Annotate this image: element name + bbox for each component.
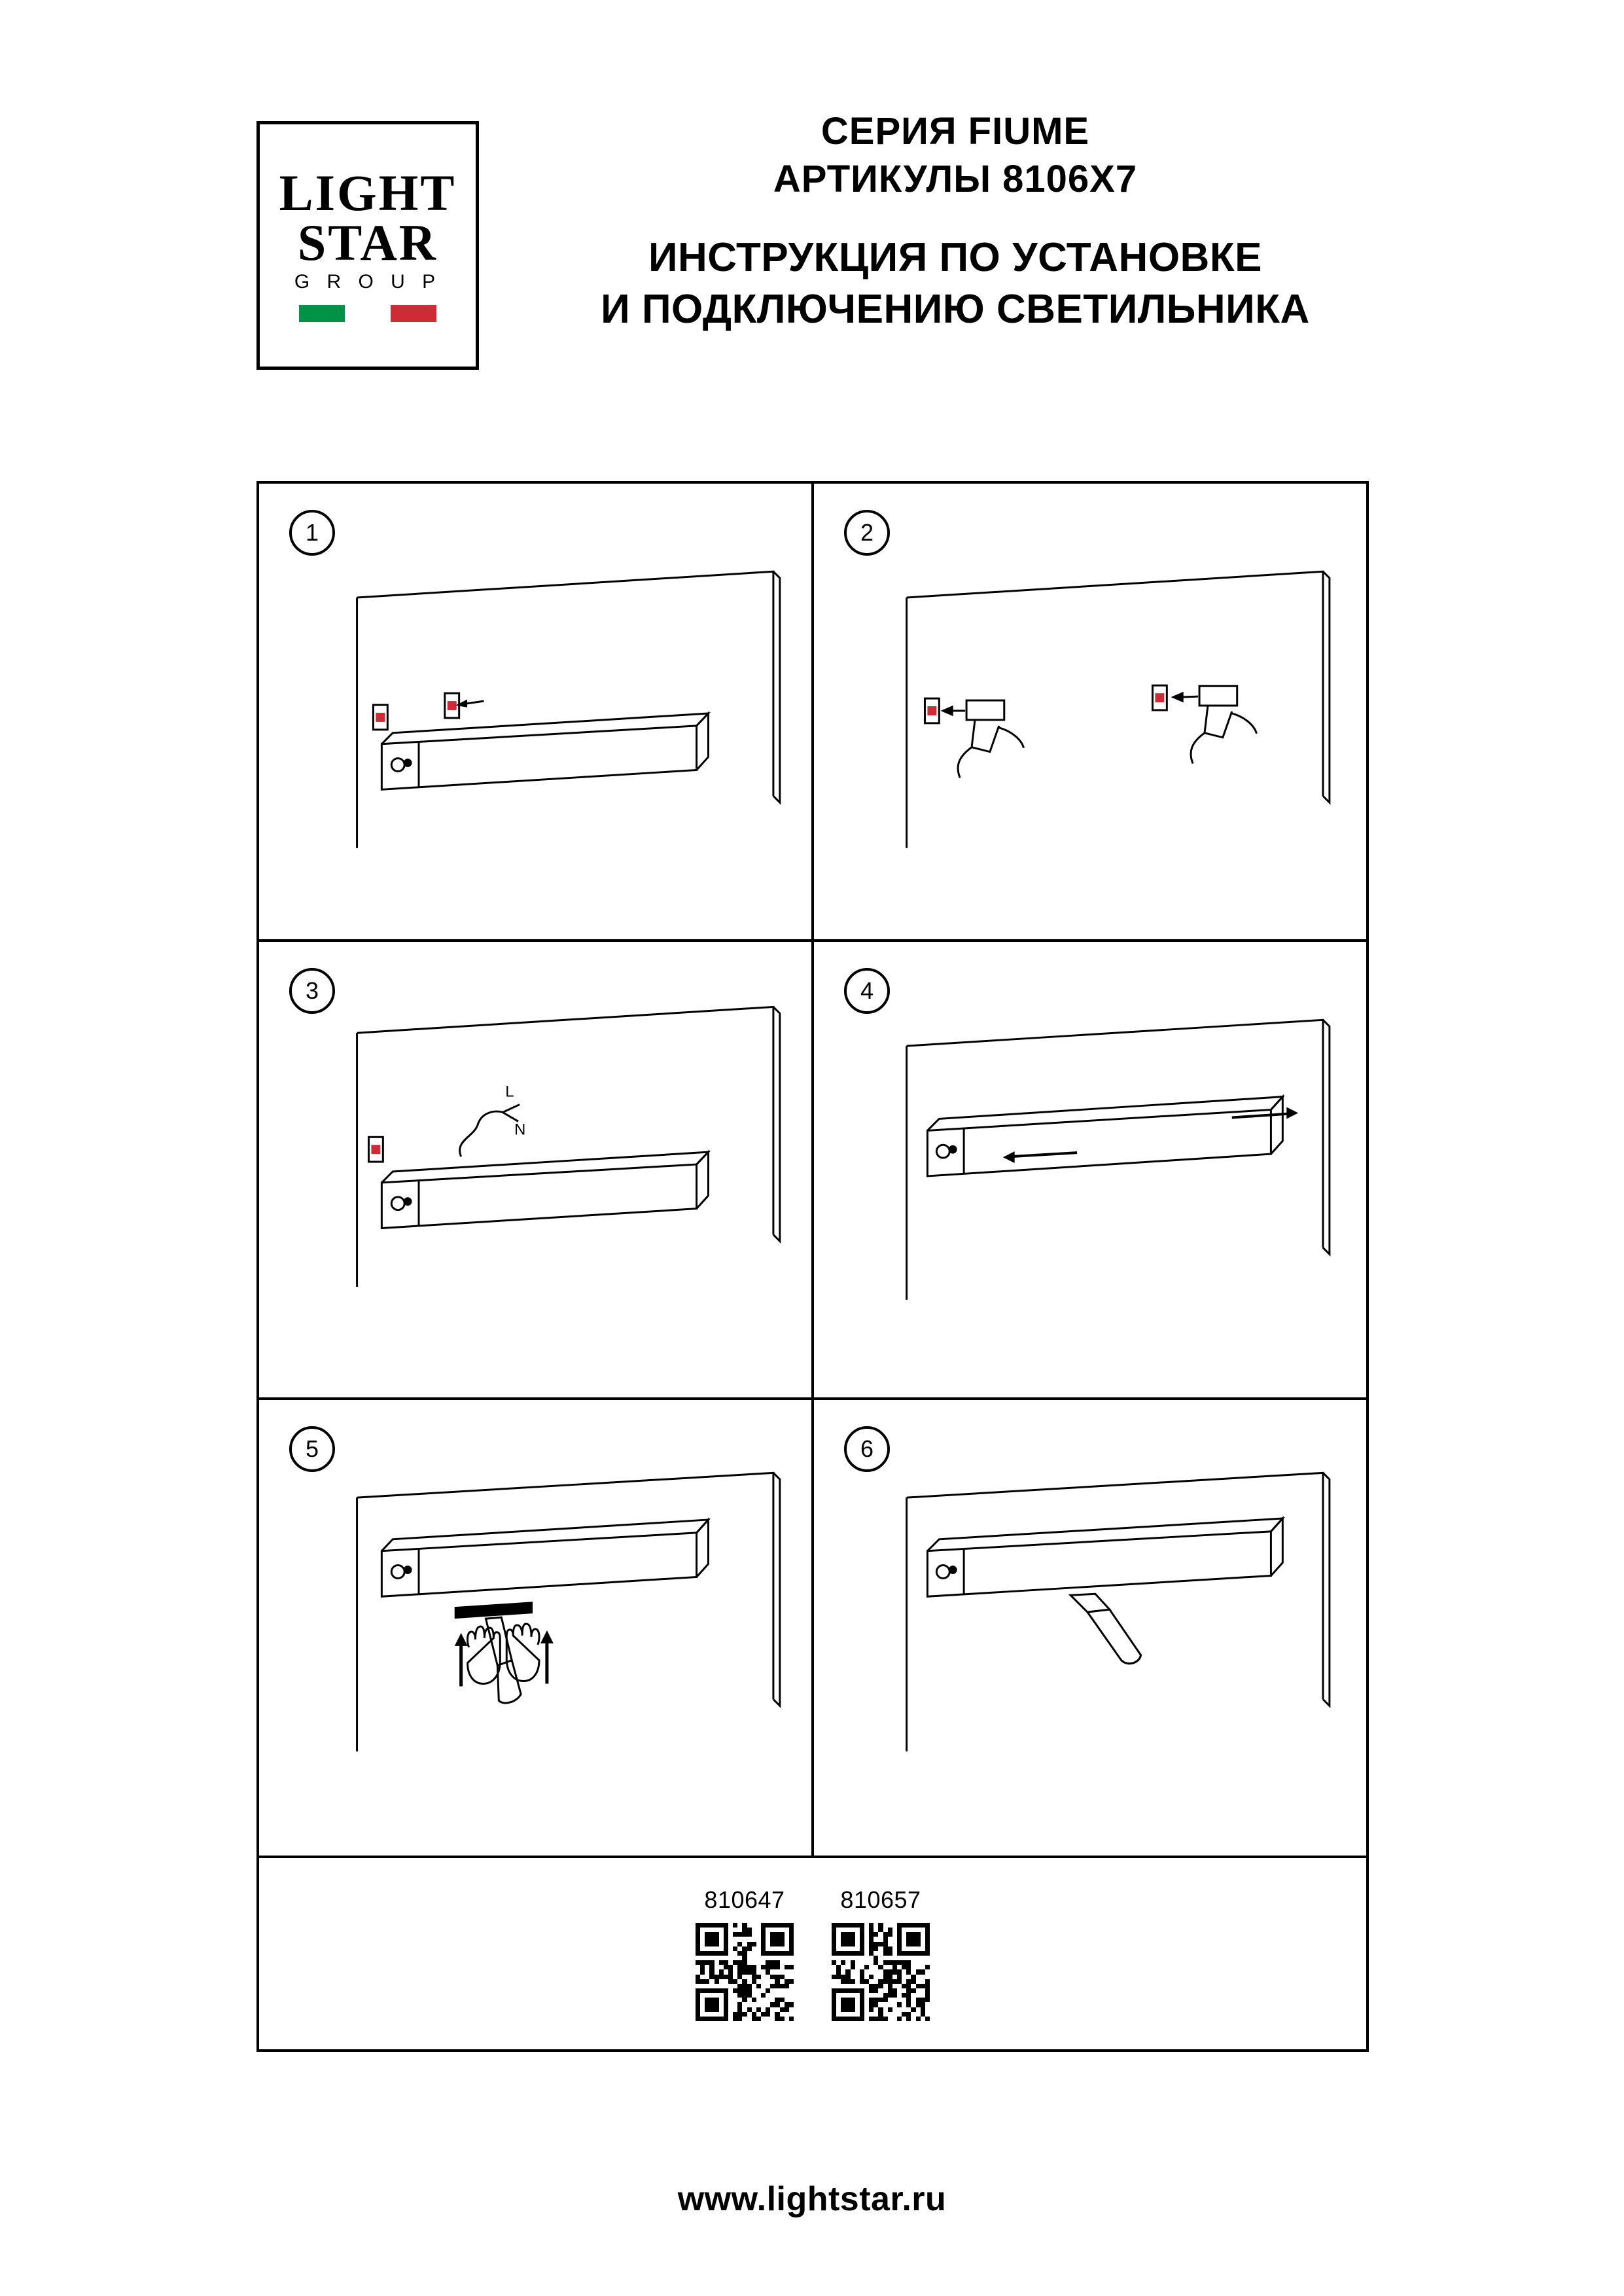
website-url[interactable]: www.lightstar.ru xyxy=(677,2180,947,2218)
step-panel-1 xyxy=(259,484,814,942)
qr-footer-panel xyxy=(259,1858,1366,2049)
step-5-illustration xyxy=(259,1400,811,1856)
dowel-step3 xyxy=(368,1137,383,1162)
step-number-1: 1 xyxy=(289,510,335,556)
title-block xyxy=(497,108,1413,336)
dowel-right xyxy=(1152,685,1167,710)
wire-label-live: L xyxy=(505,1083,514,1101)
instruction-title-line1: ИНСТРУКЦИЯ ПО УСТАНОВКЕ xyxy=(648,235,1263,280)
logo-text-light: LIGHT xyxy=(279,164,457,221)
qr-item-0 xyxy=(696,1886,794,2021)
step-number-5: 5 xyxy=(289,1426,335,1472)
italian-flag-icon xyxy=(299,305,436,322)
step-2-illustration xyxy=(814,484,1366,939)
dowel-left xyxy=(925,698,939,723)
step-number-2: 2 xyxy=(844,510,890,556)
wire-label-neutral: N xyxy=(514,1121,526,1139)
instruction-title-line2: И ПОДКЛЮЧЕНИЮ СВЕТИЛЬНИКА xyxy=(601,287,1310,332)
arrow-up-right xyxy=(540,1630,554,1684)
drill-right xyxy=(1173,686,1256,763)
qr-code-image-0[interactable] xyxy=(696,1923,794,2021)
drill-left xyxy=(943,700,1023,778)
instruction-steps-grid xyxy=(256,481,1369,2052)
marking-point-left xyxy=(373,705,387,730)
step-3-illustration xyxy=(259,942,811,1397)
step-panel-2 xyxy=(814,484,1366,942)
installed-spot xyxy=(1070,1594,1140,1663)
article-numbers: АРТИКУЛЫ 8106X7 xyxy=(773,157,1138,200)
step-panel-6 xyxy=(814,1400,1366,1858)
arrow-up-left xyxy=(455,1633,468,1687)
step-number-3: 3 xyxy=(289,968,335,1014)
step-number-6: 6 xyxy=(844,1426,890,1472)
spot-module xyxy=(455,1602,533,1703)
step-1-illustration xyxy=(259,484,811,939)
qr-code-label-0: 810647 xyxy=(704,1886,785,1913)
step-6-illustration xyxy=(814,1400,1366,1856)
logo-text-star: STAR xyxy=(297,214,438,272)
qr-code-label-1: 810657 xyxy=(840,1886,921,1913)
step-panel-4 xyxy=(814,942,1366,1400)
page-header xyxy=(0,98,1624,386)
step-panel-3 xyxy=(259,942,814,1400)
step-4-illustration xyxy=(814,942,1366,1397)
step-panel-5 xyxy=(259,1400,814,1858)
qr-item-1 xyxy=(832,1886,930,2021)
logo-text-group: G R O U P xyxy=(294,271,442,293)
qr-code-image-1[interactable] xyxy=(832,1923,930,2021)
series-title: СЕРИЯ FIUME xyxy=(821,110,1090,152)
step-number-4: 4 xyxy=(844,968,890,1014)
brand-logo xyxy=(256,121,479,370)
